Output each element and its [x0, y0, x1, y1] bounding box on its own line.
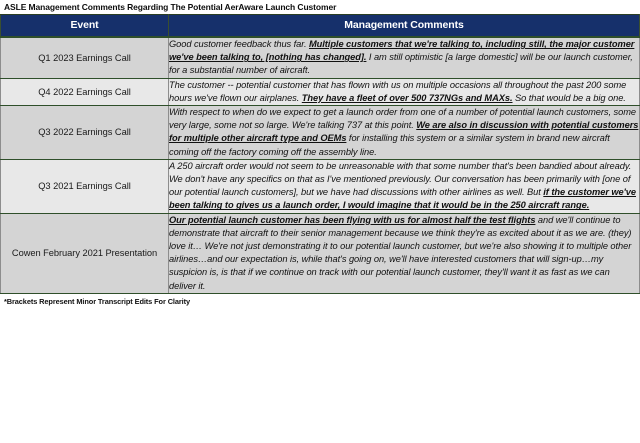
highlighted-quote: Our potential launch customer has been flying with us for almost half the test flights: [169, 214, 536, 225]
event-cell: Q3 2021 Earnings Call: [1, 159, 169, 213]
comment-text: and we'll continue to demonstrate that aircraft to their senior management because we think they're as excited about it as we are. (they) love it… We're not just demonstrating it to our potential launch customer, but we're also showing it to multiple other airlines…and our expectation is, while that's going on, we'll have interested customers that will sign-up…my suspicion is, is that if we continue on track with our potential launch customer, they'll want it as fast as we can deliver it.: [169, 214, 632, 291]
event-cell: Q4 2022 Earnings Call: [1, 78, 169, 105]
table-row: [1, 37, 640, 78]
page-title: ASLE Management Comments Regarding The Potential AerAware Launch Customer: [4, 2, 337, 12]
column-header-event: Event: [1, 15, 169, 38]
comment-text: Good customer feedback thus far.: [169, 39, 309, 49]
table-row: [1, 213, 640, 293]
highlighted-quote: if the customer we've been talking to gives us a launch order, I would imagine that it would be in the 250 aircraft range.: [169, 187, 636, 211]
management-comment-cell: [169, 213, 640, 293]
table-header: [1, 15, 640, 38]
table-row: [1, 106, 640, 160]
comment-text: The customer -- potential customer that has flown with us on multiple occasions all throughout the past 200 some hours we've flown our airplanes.: [169, 79, 627, 103]
footnote: *Brackets Represent Minor Transcript Edits For Clarity: [4, 296, 190, 306]
management-comment-cell: [169, 159, 640, 213]
highlighted-quote: They have a fleet of over 500 737NGs and MAXs.: [301, 92, 513, 103]
column-header-management-comments: Management Comments: [169, 15, 640, 38]
comment-text: I am still optimistic [a large domestic] will be our launch customer, for a substantial number of aircraft.: [169, 52, 633, 76]
comment-text: A 250 aircraft order would not seem to be unreasonable with that some number that's been bandied about already. We don't have any specifics on that as I've mentioned previously. Our conversation has been primarily with [one of our potential launch customers], but we have had discussions with other airlines as well. But: [169, 160, 632, 198]
management-comment-cell: [169, 106, 640, 160]
table-row: [1, 159, 640, 213]
event-cell: Cowen February 2021 Presentation: [1, 213, 169, 293]
event-cell: Q3 2022 Earnings Call: [1, 106, 169, 160]
highlighted-quote: We are also in discussion with potential customers for multiple other aircraft type and OEMs: [169, 120, 639, 144]
table-row: [1, 78, 640, 105]
comment-text: With respect to when do we expect to get a launch order from one of a number of potential launch customers, some very large, some not so large. We're talking 737 at this point.: [169, 107, 636, 131]
event-cell: Q1 2023 Earnings Call: [1, 37, 169, 78]
comment-text: for installing this system or a similar system in brand new aircraft coming off the factory coming off the assembly line.: [169, 133, 610, 157]
management-comment-cell: [169, 78, 640, 105]
table-header-row: [1, 15, 640, 38]
table-body: [1, 37, 640, 293]
management-comment-cell: [169, 37, 640, 78]
management-comments-table: [0, 14, 640, 294]
comment-text: So that would be a big one.: [512, 92, 626, 103]
highlighted-quote: Multiple customers that we're talking to, including still, the major customer we've been talking to, [nothing has changed].: [169, 39, 635, 63]
